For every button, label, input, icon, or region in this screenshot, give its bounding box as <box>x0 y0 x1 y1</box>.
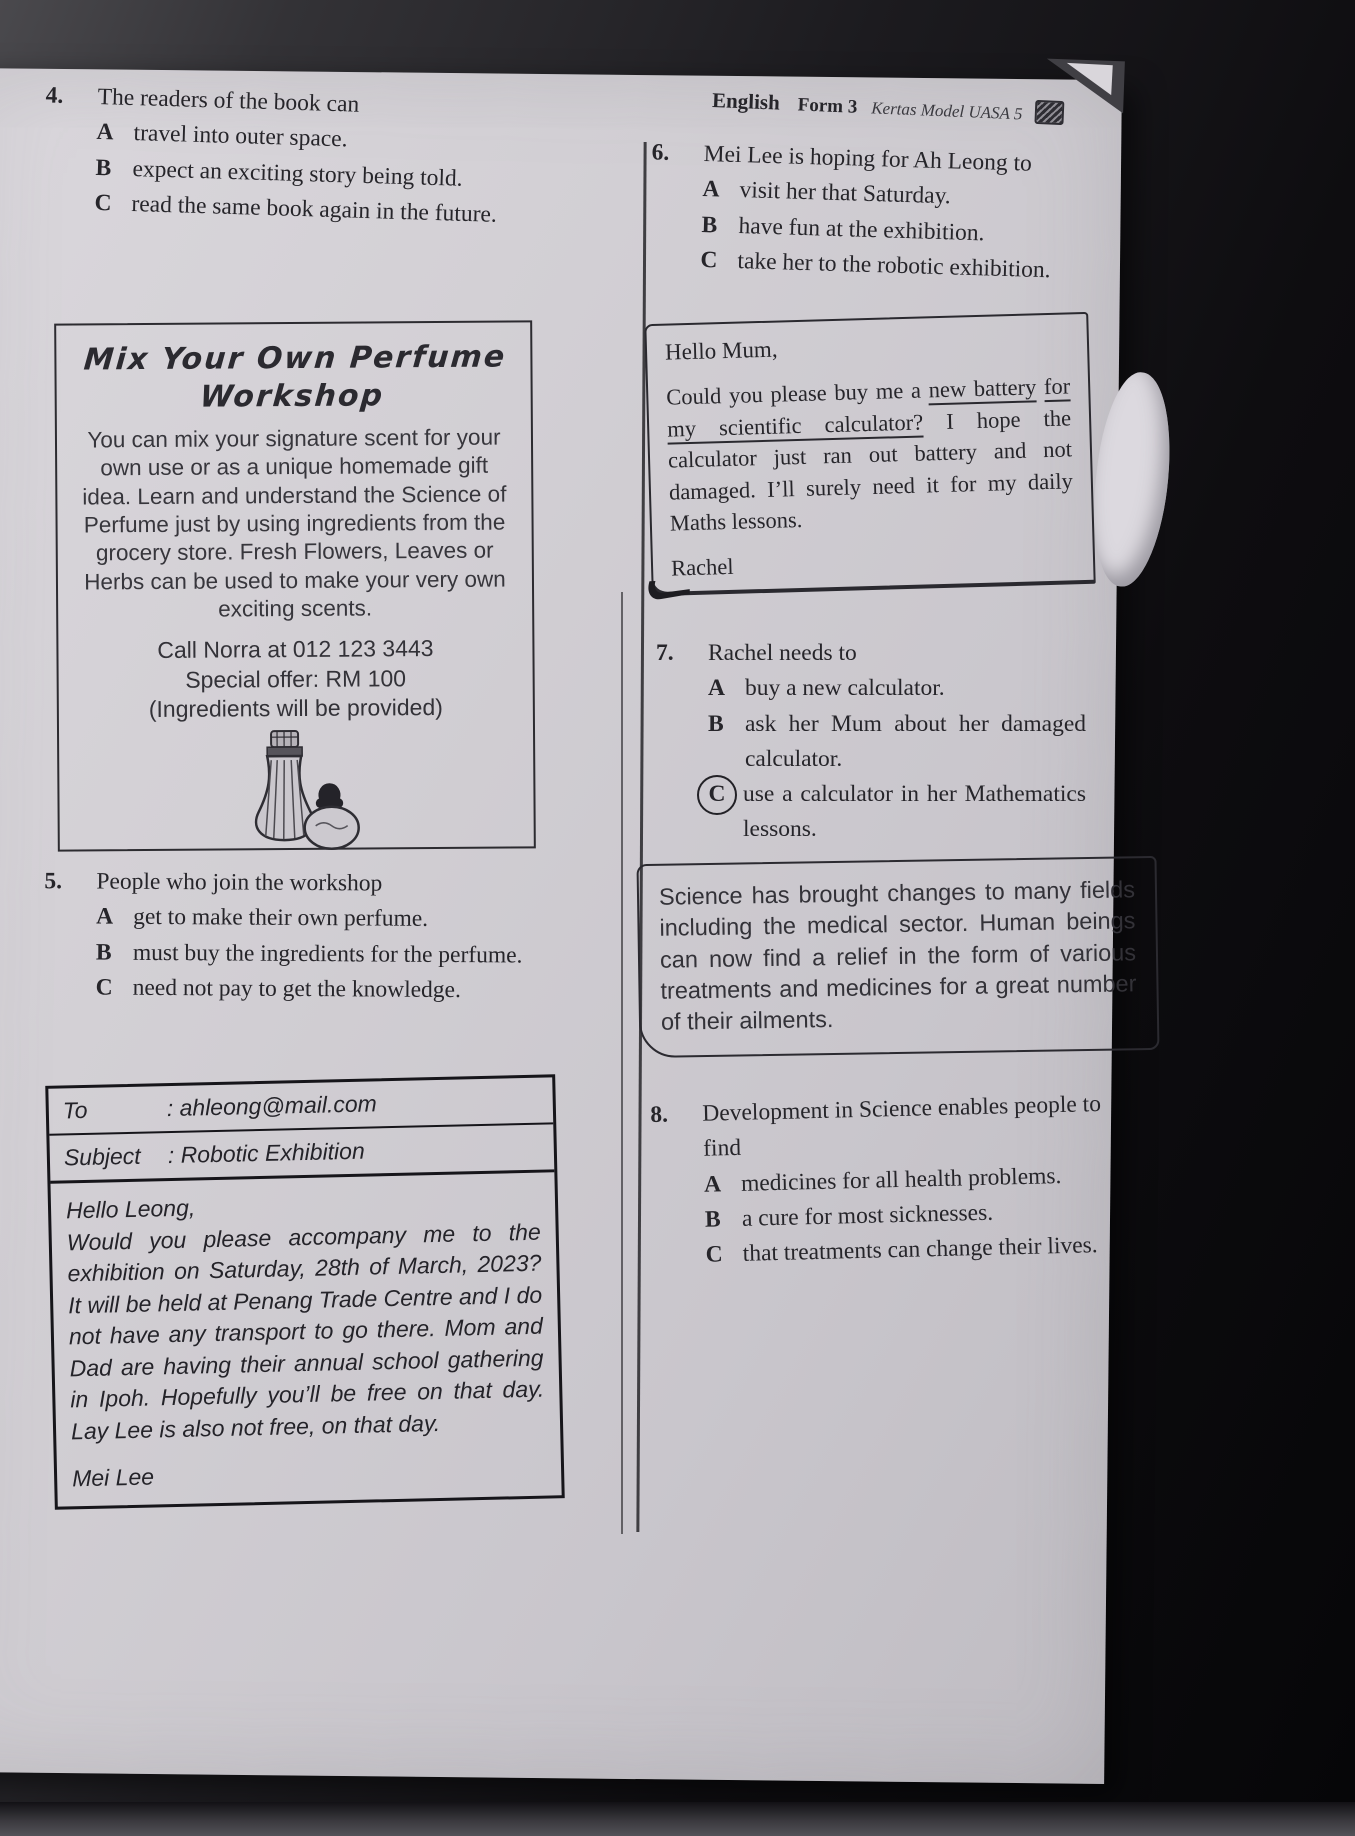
question-4 <box>42 78 560 234</box>
option-letter: A <box>703 1170 722 1198</box>
science-passage: Science has brought changes to many fields including the medical sector. Human beings can now find a relief in the form of various treatments and medicines for a great number of their ailments. <box>637 856 1160 1058</box>
column-divider-secondary <box>621 592 623 1534</box>
option-letter: C <box>705 1241 724 1268</box>
option-text: travel into outer space. <box>133 120 348 153</box>
option-letter: B <box>95 154 112 181</box>
email-text: Would you please accompany me to the exhibition on Saturday, 28th of March, 2023? It will be held at Penang Trade Centre and I do not have any transport to go there. Mom and Dad are having their annual school gathering in Ipoh. Hopefully you’ll be free on that day. Lay Lee is also not free, on that day. <box>66 1218 545 1444</box>
email-to-value: : ahleong@mail.com <box>166 1090 378 1122</box>
option-letter: C <box>94 189 112 217</box>
mum-note <box>644 312 1095 596</box>
option-letter: B <box>95 939 112 966</box>
question-number: 8. <box>650 1101 669 1129</box>
option-letter: C <box>700 246 718 274</box>
ad-note: (Ingredients will be provided) <box>148 694 443 723</box>
question-7 <box>656 636 1086 848</box>
option-text: expect an exciting story being told. <box>132 155 464 192</box>
ad-phone: Call Norra at 012 123 3443 <box>157 635 434 664</box>
email-greeting: Hello Leong, <box>65 1194 196 1224</box>
perfume-workshop-ad <box>54 320 536 851</box>
ad-title-line2: Workshop <box>198 377 386 415</box>
option-letter: A <box>702 176 720 203</box>
option-a <box>708 671 1086 706</box>
question-number: 7. <box>656 640 674 666</box>
option-text: medicines for all health problems. <box>740 1162 1062 1197</box>
perfume-bottles-illustration <box>211 727 382 856</box>
option-text: buy a new calculator. <box>745 675 945 702</box>
header-form: Form 3 <box>797 94 858 118</box>
note-body <box>666 370 1074 539</box>
option-a <box>96 900 562 939</box>
note-text: Could you please buy me a <box>665 377 929 410</box>
option-text: that treatments can change their lives. <box>742 1232 1098 1267</box>
page-icon <box>1034 100 1064 125</box>
table-edge <box>0 1802 1355 1836</box>
question-stem: People who join the workshop <box>96 868 383 897</box>
email-to-label: To <box>62 1096 88 1124</box>
option-text: need not pay to get the knowledge. <box>132 974 461 1003</box>
option-text: must buy the ingredients for the perfume. <box>132 939 523 969</box>
question-number: 4. <box>45 82 64 109</box>
option-text: ask her Mum about her damaged calculator. <box>745 710 1086 772</box>
option-c-circled-answer <box>708 777 1086 848</box>
note-text: I hope the calculator just ran out battery and not damaged. I’ll surely need it for my daily Maths lessons. <box>667 404 1074 536</box>
question-number: 5. <box>44 868 63 895</box>
ad-body: You can mix your signature scent for your own use or as a unique homemade gift idea. Learn and understand the Science of Perfume just by using ingredients from the grocery store. Fresh Flowers, Leaves or Herbs can be used to make your very own exciting scents. <box>82 424 507 622</box>
page-corner-fold-highlight <box>1065 63 1113 95</box>
question-8 <box>650 1086 1146 1274</box>
ad-title <box>54 338 534 416</box>
option-text: read the same book again in the future. <box>131 190 498 228</box>
option-letter: A <box>96 903 114 930</box>
option-b <box>708 707 1086 778</box>
circled-option-letter: C <box>697 775 737 815</box>
email-signature: Mei Lee <box>71 1463 155 1492</box>
option-text: use a calculator in her Mathematics lessons. <box>743 781 1086 843</box>
scroll-curl <box>645 578 692 605</box>
option-c <box>96 970 562 1009</box>
option-letter: A <box>708 675 725 702</box>
header-subject: English <box>711 87 781 115</box>
option-letter: B <box>708 710 724 737</box>
option-text: get to make their own perfume. <box>133 904 429 933</box>
email-body <box>50 1172 560 1447</box>
option-text: visit her that Saturday. <box>739 177 952 210</box>
question-stem: Rachel needs to <box>708 640 857 666</box>
note-underlined-text: new battery <box>928 374 1036 405</box>
option-text: have fun at the exhibition. <box>738 212 985 246</box>
option-letter: B <box>704 1206 721 1233</box>
note-underlined-text: for my scientific calculator? <box>667 373 1071 444</box>
ad-title-line1: Mix Your Own Perfume <box>82 339 508 378</box>
question-stem: The readers of the book can <box>97 83 360 118</box>
note-signature: Rachel <box>670 553 734 581</box>
question-number: 6. <box>651 139 670 166</box>
question-stem: Mei Lee is hoping for Ah Leong to <box>703 140 1033 177</box>
option-letter: C <box>95 974 113 1001</box>
header-paper-name: Kertas Model UASA 5 <box>870 98 1023 124</box>
question-6 <box>648 135 1096 289</box>
option-letter: B <box>701 211 718 238</box>
option-b <box>96 935 562 974</box>
option-letter: A <box>96 119 114 146</box>
ad-offer: Special offer: RM 100 <box>185 665 407 693</box>
note-greeting: Hello Mum, <box>664 336 778 365</box>
option-text: take her to the robotic exhibition. <box>737 247 1052 284</box>
email-subject-value: : Robotic Exhibition <box>167 1137 365 1169</box>
email-subject-label: Subject <box>63 1142 141 1171</box>
question-stem: Development in Science enables people to find <box>702 1091 1102 1162</box>
ad-contact-block <box>58 634 533 726</box>
email-note <box>45 1074 564 1509</box>
question-5 <box>44 864 563 1009</box>
option-text: a cure for most sicknesses. <box>741 1199 994 1232</box>
